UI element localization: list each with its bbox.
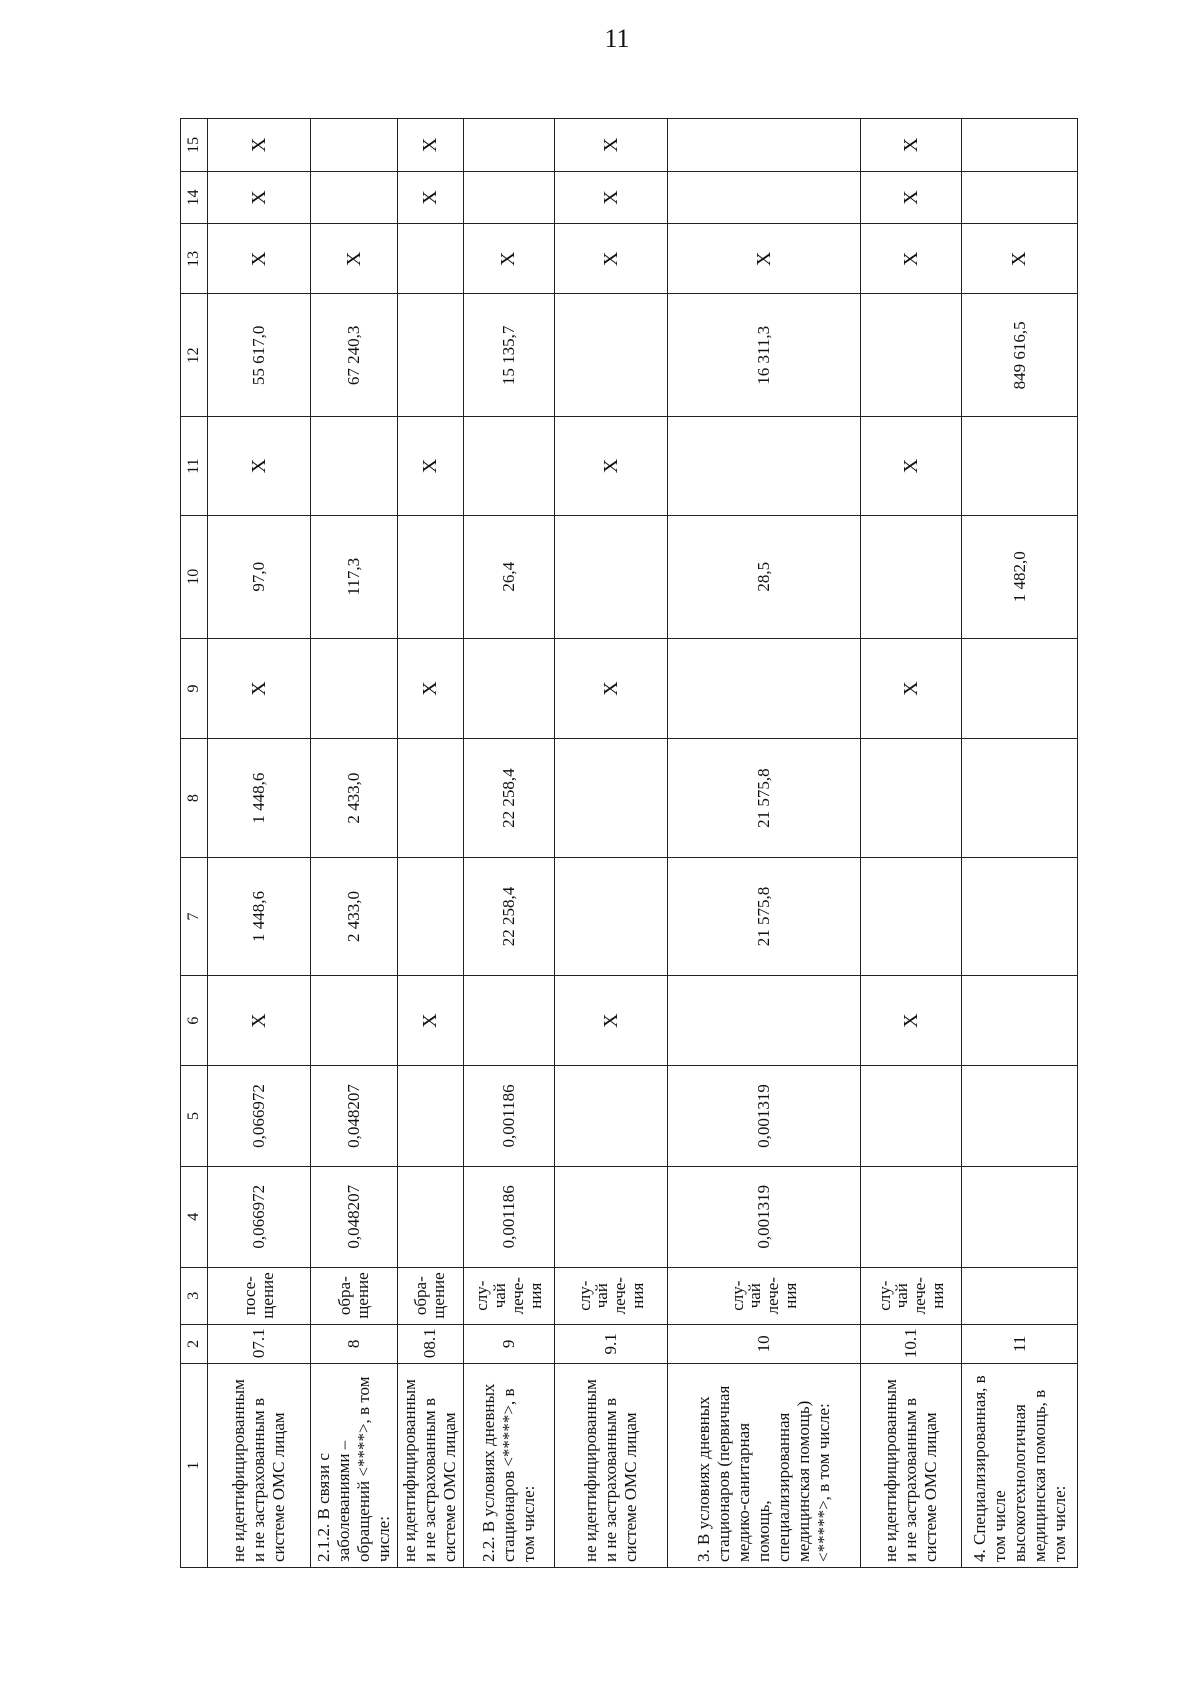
cell-col13: X: [962, 224, 1078, 294]
cell-col8: 22 258,4: [463, 739, 554, 857]
cell-col13: [397, 224, 463, 294]
table-row: [208, 119, 311, 1568]
cell-col8: [554, 739, 668, 857]
cell-col4: 0,001186: [463, 1166, 554, 1267]
cell-col15: [962, 119, 1078, 172]
col-header-9: 9: [181, 638, 208, 739]
cell-col5: [397, 1066, 463, 1167]
cell-col5: 0,066972: [208, 1066, 311, 1167]
table-row: [861, 119, 962, 1568]
cell-col13: X: [208, 224, 311, 294]
cell-col9: [463, 638, 554, 739]
cell-col11: X: [397, 417, 463, 516]
cell-col7: [861, 857, 962, 975]
cell-col10: [554, 515, 668, 638]
cell-col10: [861, 515, 962, 638]
cell-col9: [668, 638, 861, 739]
cell-col8: [861, 739, 962, 857]
cell-col14: [962, 171, 1078, 224]
row-number: 9.1: [554, 1324, 668, 1363]
cell-col5: 0,048207: [311, 1066, 397, 1167]
page-number: 11: [604, 24, 630, 53]
cell-col4: [962, 1166, 1078, 1267]
cell-col11: [668, 417, 861, 516]
cell-col12: [861, 294, 962, 417]
cell-col15: X: [554, 119, 668, 172]
cell-col10: 26,4: [463, 515, 554, 638]
cell-col5: [861, 1066, 962, 1167]
cell-col4: 0,048207: [311, 1166, 397, 1267]
cell-col6: X: [208, 976, 311, 1066]
row-description: не идентифицированным и не застрахованным в системе ОМС лицам: [397, 1364, 463, 1568]
cell-col15: X: [861, 119, 962, 172]
row-unit: слу-чай лече-ния: [463, 1267, 554, 1324]
cell-col10: 28,5: [668, 515, 861, 638]
row-number: 07.1: [208, 1324, 311, 1363]
table-row: [668, 119, 861, 1568]
row-number: 08.1: [397, 1324, 463, 1363]
cell-col4: 0,001319: [668, 1166, 861, 1267]
col-header-3: 3: [181, 1267, 208, 1324]
cell-col7: 1 448,6: [208, 857, 311, 975]
cell-col12: 16 311,3: [668, 294, 861, 417]
cell-col11: [463, 417, 554, 516]
cell-col10: 117,3: [311, 515, 397, 638]
cell-col15: X: [397, 119, 463, 172]
cell-col6: X: [861, 976, 962, 1066]
cell-col9: X: [397, 638, 463, 739]
cell-col14: [668, 171, 861, 224]
cell-col14: [463, 171, 554, 224]
col-header-5: 5: [181, 1066, 208, 1167]
cell-col9: X: [208, 638, 311, 739]
row-unit: обра-щение: [397, 1267, 463, 1324]
cell-col8: 1 448,6: [208, 739, 311, 857]
cell-col4: 0,066972: [208, 1166, 311, 1267]
cell-col4: [554, 1166, 668, 1267]
cell-col15: [668, 119, 861, 172]
cell-col12: 849 616,5: [962, 294, 1078, 417]
col-header-8: 8: [181, 739, 208, 857]
cell-col11: X: [861, 417, 962, 516]
row-unit: [962, 1267, 1078, 1324]
cell-col7: 22 258,4: [463, 857, 554, 975]
row-description: не идентифицированным и не застрахованным в системе ОМС лицам: [861, 1364, 962, 1568]
cell-col5: [554, 1066, 668, 1167]
col-header-15: 15: [181, 119, 208, 172]
col-header-10: 10: [181, 515, 208, 638]
table-row: [962, 119, 1078, 1568]
table-row: [311, 119, 397, 1568]
cell-col8: 21 575,8: [668, 739, 861, 857]
cell-col9: [962, 638, 1078, 739]
cell-col11: X: [554, 417, 668, 516]
row-description: 2.2. В условиях дневных стационаров <*****>, в том числе:: [463, 1364, 554, 1568]
row-number: 10: [668, 1324, 861, 1363]
row-unit: посе-щение: [208, 1267, 311, 1324]
col-header-7: 7: [181, 857, 208, 975]
cell-col14: X: [397, 171, 463, 224]
cell-col13: X: [463, 224, 554, 294]
cell-col12: 67 240,3: [311, 294, 397, 417]
cell-col11: [962, 417, 1078, 516]
row-description: не идентифицированным и не застрахованным в системе ОМС лицам: [554, 1364, 668, 1568]
cell-col4: [861, 1166, 962, 1267]
cell-col7: [554, 857, 668, 975]
cell-col6: [962, 976, 1078, 1066]
cell-col13: X: [861, 224, 962, 294]
cell-col4: [397, 1166, 463, 1267]
cell-col7: [962, 857, 1078, 975]
cell-col15: [463, 119, 554, 172]
col-header-2: 2: [181, 1324, 208, 1363]
row-unit: слу-чай лече-ния: [668, 1267, 861, 1324]
cell-col7: 2 433,0: [311, 857, 397, 975]
data-table: [180, 118, 1078, 1568]
cell-col12: 15 135,7: [463, 294, 554, 417]
col-header-14: 14: [181, 171, 208, 224]
cell-col10: [397, 515, 463, 638]
row-description: не идентифицированным и не застрахованным в системе ОМС лицам: [208, 1364, 311, 1568]
table-wrapper: [180, 118, 1078, 1568]
cell-col11: X: [208, 417, 311, 516]
cell-col10: 1 482,0: [962, 515, 1078, 638]
cell-col14: [311, 171, 397, 224]
row-description: 4. Специализированная, в том числе высокотехнологичная медицинская помощь, в том числе:: [962, 1364, 1078, 1568]
cell-col9: [311, 638, 397, 739]
cell-col7: [397, 857, 463, 975]
col-header-12: 12: [181, 294, 208, 417]
cell-col12: [554, 294, 668, 417]
row-number: 8: [311, 1324, 397, 1363]
table-row: [554, 119, 668, 1568]
cell-col12: [397, 294, 463, 417]
cell-col8: [962, 739, 1078, 857]
cell-col14: X: [554, 171, 668, 224]
cell-col9: X: [861, 638, 962, 739]
cell-col10: 97,0: [208, 515, 311, 638]
cell-col6: X: [397, 976, 463, 1066]
row-unit: слу-чай лече-ния: [554, 1267, 668, 1324]
row-description: 3. В условиях дневных стационаров (первичная медико-санитарная помощь, специализированная медицинская помощь) <*****>, в том числе:: [668, 1364, 861, 1568]
cell-col13: X: [554, 224, 668, 294]
row-number: 11: [962, 1324, 1078, 1363]
cell-col7: 21 575,8: [668, 857, 861, 975]
cell-col8: [397, 739, 463, 857]
cell-col14: X: [208, 171, 311, 224]
table-row: [463, 119, 554, 1568]
col-header-13: 13: [181, 224, 208, 294]
cell-col11: [311, 417, 397, 516]
cell-col14: X: [861, 171, 962, 224]
col-header-11: 11: [181, 417, 208, 516]
cell-col5: [962, 1066, 1078, 1167]
cell-col13: X: [311, 224, 397, 294]
cell-col5: 0,001186: [463, 1066, 554, 1167]
cell-col13: X: [668, 224, 861, 294]
table-row: [397, 119, 463, 1568]
col-header-4: 4: [181, 1166, 208, 1267]
cell-col6: [311, 976, 397, 1066]
row-unit: слу-чай лече-ния: [861, 1267, 962, 1324]
row-number: 10.1: [861, 1324, 962, 1363]
cell-col8: 2 433,0: [311, 739, 397, 857]
cell-col9: X: [554, 638, 668, 739]
cell-col6: [668, 976, 861, 1066]
col-header-6: 6: [181, 976, 208, 1066]
col-header-1: 1: [181, 1364, 208, 1568]
cell-col6: [463, 976, 554, 1066]
cell-col12: 55 617,0: [208, 294, 311, 417]
cell-col15: [311, 119, 397, 172]
cell-col15: X: [208, 119, 311, 172]
header-row: [181, 119, 208, 1568]
row-description: 2.1.2. В связи с заболеваниями – обращений <****>, в том числе:: [311, 1364, 397, 1568]
cell-col5: 0,001319: [668, 1066, 861, 1167]
row-unit: обра-щение: [311, 1267, 397, 1324]
cell-col6: X: [554, 976, 668, 1066]
row-number: 9: [463, 1324, 554, 1363]
